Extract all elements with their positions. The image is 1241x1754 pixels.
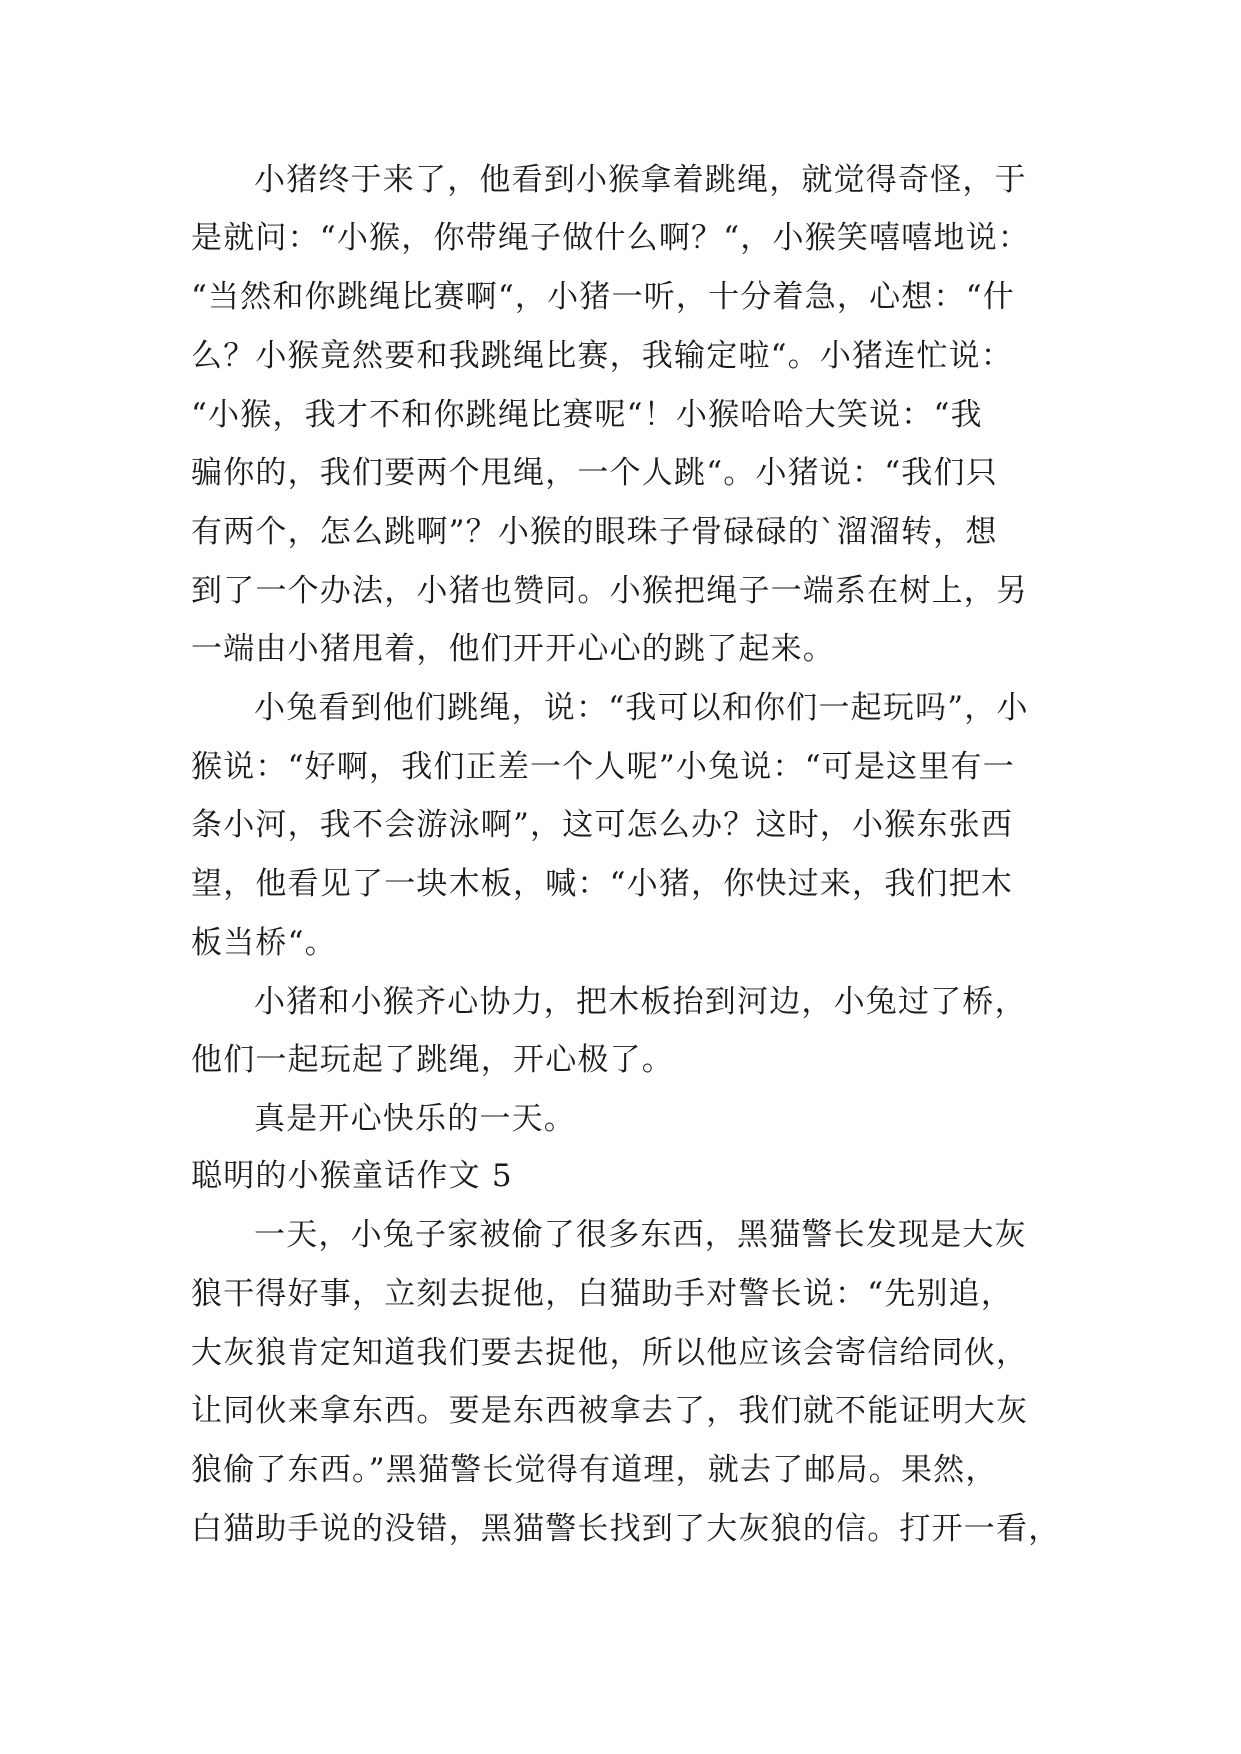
- paragraph-line: 他们一起玩起了跳绳，开心极了。: [191, 1042, 674, 1078]
- section-heading: 聪明的小猴童话作文 5: [191, 1158, 513, 1194]
- paragraph-line: 是就问：“小猴，你带绳子做什么啊？“，小猴笑嘻嘻地说：: [191, 220, 1031, 256]
- paragraph-line: 么？小猴竟然要和我跳绳比赛，我输定啦“。小猪连忙说：: [191, 338, 1014, 374]
- paragraph-line: 望，他看见了一块木板，喊：“小猪，你快过来，我们把木: [191, 866, 1014, 902]
- paragraph-line: 一天，小兔子家被偷了很多东西，黑猫警长发现是大灰: [254, 1217, 1027, 1253]
- paragraph-line: 有两个，怎么跳啊”？小猴的眼珠子骨碌碌的`溜溜转，想: [191, 514, 998, 550]
- paragraph-line: “小猴，我才不和你跳绳比赛呢“！小猴哈哈大笑说：“我: [191, 397, 983, 433]
- paragraph-line: 真是开心快乐的一天。: [254, 1101, 576, 1137]
- paragraph-line: 让同伙来拿东西。要是东西被拿去了，我们就不能证明大灰: [191, 1393, 1029, 1429]
- paragraph-line: “当然和你跳绳比赛啊“，小猪一听，十分着急，心想：“什: [191, 279, 1015, 315]
- paragraph-line: 小兔看到他们跳绳，说：“我可以和你们一起玩吗”，小: [254, 690, 1029, 726]
- paragraph-line: 到了一个办法，小猪也赞同。小猴把绳子一端系在树上，另: [191, 573, 1029, 609]
- paragraph-line: 一端由小猪甩着，他们开开心心的跳了起来。: [191, 631, 835, 667]
- paragraph-line: 小猪终于来了，他看到小猴拿着跳绳，就觉得奇怪，于: [254, 162, 1027, 198]
- paragraph-line: 白猫助手说的没错，黑猫警长找到了大灰狼的信。打开一看，: [191, 1511, 1061, 1547]
- paragraph-line: 骗你的，我们要两个甩绳，一个人跳“。小猪说：“我们只: [191, 455, 998, 491]
- paragraph-line: 狼干得好事，立刻去捉他，白猫助手对警长说：“先别追，: [191, 1276, 1014, 1312]
- paragraph-line: 板当桥“。: [191, 925, 337, 961]
- paragraph-line: 狼偷了东西。”黑猫警长觉得有道理，就去了邮局。果然，: [191, 1452, 998, 1488]
- paragraph-line: 小猪和小猴齐心协力，把木板抬到河边，小兔过了桥，: [254, 984, 1027, 1020]
- paragraph-line: 猴说：“好啊，我们正差一个人呢”小兔说：“可是这里有一: [191, 749, 1015, 785]
- paragraph-line: 条小河，我不会游泳啊”，这可怎么办？这时，小猴东张西: [191, 807, 1014, 843]
- paragraph-line: 大灰狼肯定知道我们要去捉他，所以他应该会寄信给同伙，: [191, 1335, 1029, 1371]
